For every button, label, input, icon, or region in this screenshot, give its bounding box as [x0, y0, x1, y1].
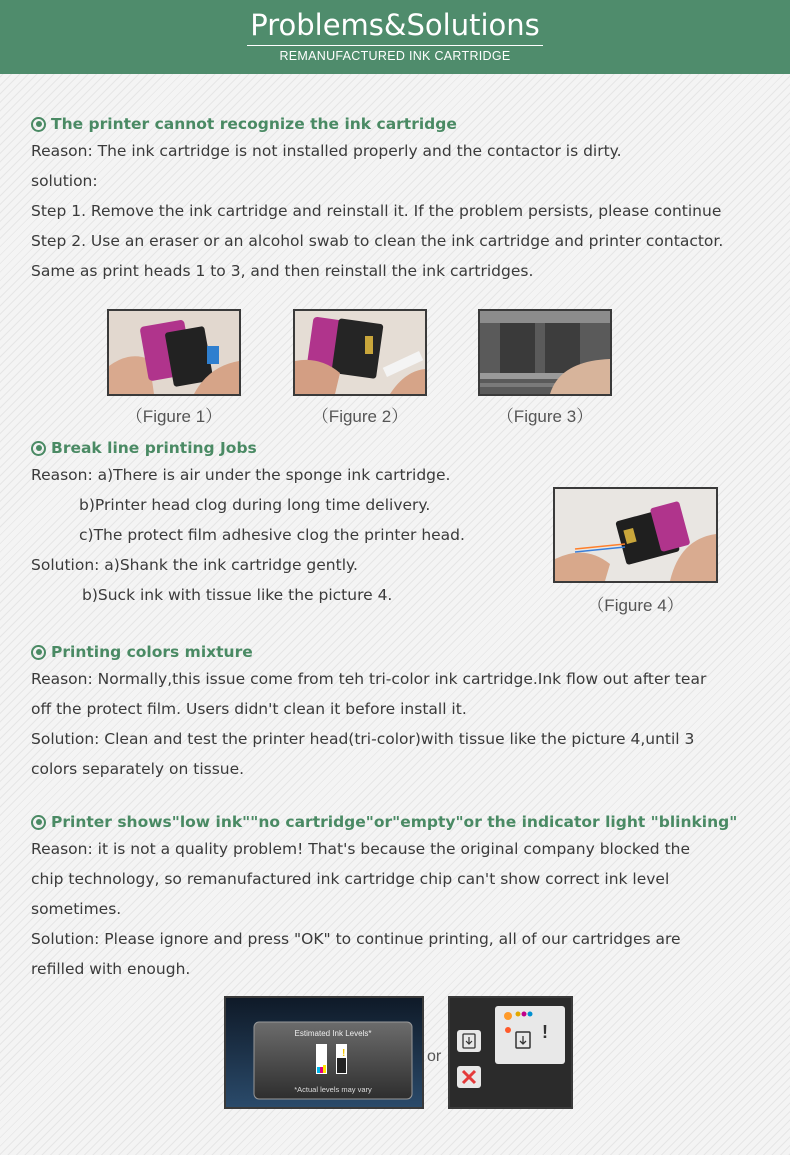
section-low-ink [31, 810, 737, 984]
text-line: chip technology, so remanufactured ink cartridge chip can't show correct ink level [31, 870, 670, 888]
screen-title: Estimated Ink Levels* [294, 1029, 372, 1038]
text-line: Reason: The ink cartridge is not installed properly and the contactor is dirty. [31, 142, 622, 160]
text-line: Solution: Clean and test the printer head(tri-color)with tissue like the picture 4,until 3 [31, 730, 695, 748]
section-colors-mixture [31, 640, 706, 784]
screen-note: *Actual levels may vary [294, 1085, 372, 1094]
text-line: Solution: Please ignore and press "OK" to continue printing, all of our cartridges are [31, 930, 681, 948]
section-not-recognized [31, 112, 723, 286]
text-line: Solution: a)Shank the ink cartridge gently. [31, 556, 358, 574]
figure-4-caption: （Figure 4） [587, 596, 684, 615]
figure-3-caption: （Figure 3） [496, 407, 594, 426]
bullet-icon [31, 441, 46, 456]
svg-text:!: ! [542, 1022, 548, 1042]
text-line: refilled with enough. [31, 960, 191, 978]
text-line: Step 2. Use an eraser or an alcohol swab to clean the ink cartridge and printer contactor. [31, 232, 724, 250]
ink-level-screen-image [224, 996, 424, 1109]
bullet-icon [31, 815, 46, 830]
section-heading: Break line printing Jobs [31, 436, 465, 460]
page-title: Problems&Solutions [247, 8, 543, 46]
text-line: Reason: a)There is air under the sponge ink cartridge. [31, 466, 451, 484]
section-heading: Printing colors mixture [31, 640, 706, 664]
section-heading: The printer cannot recognize the ink cartridge [31, 112, 723, 136]
text-line: colors separately on tissue. [31, 760, 245, 778]
section-heading: Printer shows"low ink""no cartridge"or"empty"or the indicator light "blinking" [31, 810, 737, 834]
figure-3-image [478, 309, 612, 396]
text-line: Same as print heads 1 to 3, and then reinstall the ink cartridges. [31, 262, 534, 280]
figure-2-caption: （Figure 2） [311, 407, 409, 426]
svg-text:!: ! [342, 1048, 346, 1059]
text-line: b)Suck ink with tissue like the picture 4. [82, 586, 393, 604]
section-break-line [31, 436, 465, 610]
bullet-icon [31, 117, 46, 132]
figure-2-image [293, 309, 427, 396]
page-subtitle: REMANUFACTURED INK CARTRIDGE [279, 49, 511, 63]
figure-1-caption: （Figure 1） [125, 407, 223, 426]
text-line: solution: [31, 172, 98, 190]
text-line: c)The protect film adhesive clog the printer head. [79, 526, 465, 544]
text-line: Reason: Normally,this issue come from teh tri-color ink cartridge.Ink flow out after tear [31, 670, 707, 688]
page-header [0, 0, 790, 74]
bullet-icon [31, 645, 46, 660]
text-line: Reason: it is not a quality problem! That's because the original company blocked the [31, 840, 691, 858]
figure-4-image [553, 487, 718, 583]
printer-panel-image [448, 996, 573, 1109]
figure-1-image [107, 309, 241, 396]
text-line: sometimes. [31, 900, 122, 918]
text-line: Step 1. Remove the ink cartridge and reinstall it. If the problem persists, please continue [31, 202, 722, 220]
text-line: b)Printer head clog during long time delivery. [79, 496, 431, 514]
text-line: off the protect film. Users didn't clean it before install it. [31, 700, 467, 718]
or-label: or [427, 1048, 442, 1065]
